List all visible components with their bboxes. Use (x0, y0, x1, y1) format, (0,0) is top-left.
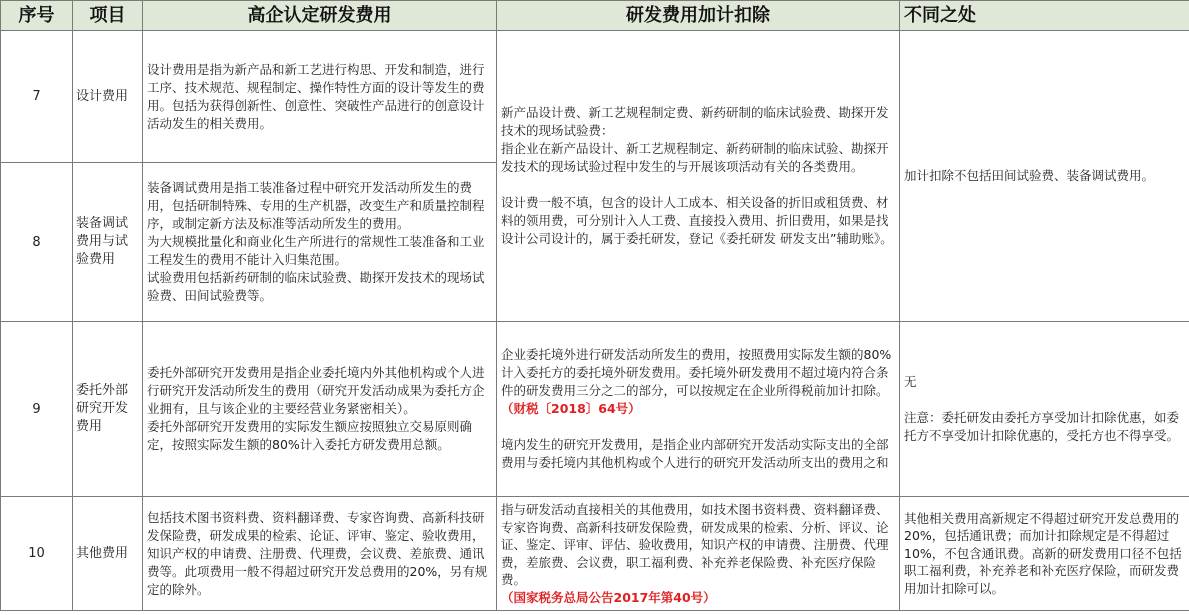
row-10-deduction (497, 497, 900, 611)
row-9-hightech-line2: 委托外部研究开发费用的实际发生额应按照独立交易原则确定，按照实际发生额的80%计入委托方研发费用总额。 (147, 419, 473, 452)
row-10-hightech: 包括技术图书资料费、资料翻译费、专家咨询费、高新科技研发保险费，研发成果的检索、论证、评审、鉴定、验收费用，知识产权的申请费、注册费、代理费，会议费、差旅费、通讯费等。此项费用一般不得超过研究开发总费用的20%，另有规定的除外。 (143, 497, 497, 611)
table-row-10 (1, 497, 1189, 611)
row-9-diff-2: 注意：委托研发由委托方享受加计扣除优惠，如委托方不享受加计扣除优惠的，受托方也不得享受。 (904, 410, 1180, 443)
row-10-deduction-main: 指与研发活动直接相关的其他费用，如技术图书资料费、资料翻译费、专家咨询费、高新科技研发保险费，研发成果的检索、分析、评议、论证、鉴定、评审、评估、验收费用，知识产权的申请费、注册费、代理费，差旅费、会议费，职工福利费、补充养老保险费、补充医疗保险费。 (501, 502, 889, 587)
row-9-hightech-line1: 委托外部研究开发费用是指企业委托境内外其他机构或个人进行研究开发活动所发生的费用（研究开发活动成果为委托方企业拥有，且与该企业的主要经营业务紧密相关）。 (147, 365, 485, 416)
rows-7-8-deduction-part2: 指企业在新产品设计、新工艺规程制定、新药研制的临床试验、勘探开发技术的现场试验过程中发生的与开展该项活动有关的各类费用。 (501, 141, 889, 174)
row-8-hightech (143, 163, 497, 322)
row-7-seq: 7 (1, 31, 73, 163)
header-seq: 序号 (1, 1, 73, 31)
row-9-deduction-ref: （财税〔2018〕64号） (501, 401, 641, 416)
row-9-item: 委托外部研究开发费用 (73, 322, 143, 497)
row-10-deduction-ref: （国家税务总局公告2017年第40号） (501, 589, 716, 605)
row-9-diff-1: 无 (904, 374, 917, 389)
row-8-hightech-line3: 试验费用包括新药研制的临床试验费、勘探开发技术的现场试验费、田间试验费等。 (147, 270, 485, 303)
header-diff: 不同之处 (900, 1, 1189, 31)
table-row-7 (1, 31, 1189, 163)
rows-7-8-deduction-part1: 新产品设计费、新工艺规程制定费、新药研制的临床试验费、勘探开发技术的现场试验费： (501, 105, 889, 138)
header-deduction: 研发费用加计扣除 (497, 1, 900, 31)
row-9-hightech (143, 322, 497, 497)
table-row-9 (1, 322, 1189, 497)
rows-7-8-deduction (497, 31, 900, 322)
row-9-deduction (497, 322, 900, 497)
row-9-deduction-extra: 境内发生的研究开发费用，是指企业内部研究开发活动实际支出的全部费用与委托境内其他机构或个人进行的研究开发活动所支出的费用之和 (501, 437, 889, 470)
spacer (501, 176, 896, 194)
spacer (501, 418, 896, 436)
row-9-deduction-main: 企业委托境外进行研发活动所发生的费用，按照费用实际发生额的80%计入委托方的委托境外研发费用。委托境外研发费用不超过境内符合条件的研发费用三分之二的部分，可以按规定在企业所得税前加计扣除。 (501, 347, 892, 398)
rows-7-8-deduction-part3: 设计费一般不填，包含的设计人工成本、相关设备的折旧或租赁费、材料的领用费，可分别计入人工费、直接投入费用、折旧费用，如果是找设计公司设计的，属于委托研发，登记《委托研发 研发支出”辅助账》。 (501, 195, 893, 246)
row-10-item: 其他费用 (73, 497, 143, 611)
spacer (904, 391, 1186, 409)
row-8-hightech-line1: 装备调试费用是指工装准备过程中研究开发活动所发生的费用，包括研制特殊、专用的生产机器，改变生产和质量控制程序，或制定新方法及标准等活动所发生的费用。 (147, 180, 485, 231)
row-10-diff: 其他相关费用高新规定不得超过研究开发总费用的20%，包括通讯费；而加计扣除规定是不得超过10%，不包含通讯费。高新的研发费用口径不包括职工福利费，补充养老和补充医疗保险，而研发费用加计扣除可以。 (900, 497, 1189, 611)
row-8-seq: 8 (1, 163, 73, 322)
header-row (1, 1, 1189, 31)
rows-7-8-diff: 加计扣除不包括田间试验费、装备调试费用。 (900, 31, 1189, 322)
header-item: 项目 (73, 1, 143, 31)
row-10-seq: 10 (1, 497, 73, 611)
row-7-item: 设计费用 (73, 31, 143, 163)
row-8-item: 装备调试费用与试验费用 (73, 163, 143, 322)
row-7-hightech: 设计费用是指为新产品和新工艺进行构思、开发和制造，进行工序、技术规范、规程制定、操作特性方面的设计等发生的费用。包括为获得创新性、创意性、突破性产品进行的创意设计活动发生的相关费用。 (143, 31, 497, 163)
header-hightech: 高企认定研发费用 (143, 1, 497, 31)
row-9-diff (900, 322, 1189, 497)
row-9-seq: 9 (1, 322, 73, 497)
row-8-hightech-line2: 为大规模批量化和商业化生产所进行的常规性工装准备和工业工程发生的费用不能计入归集范围。 (147, 234, 485, 267)
